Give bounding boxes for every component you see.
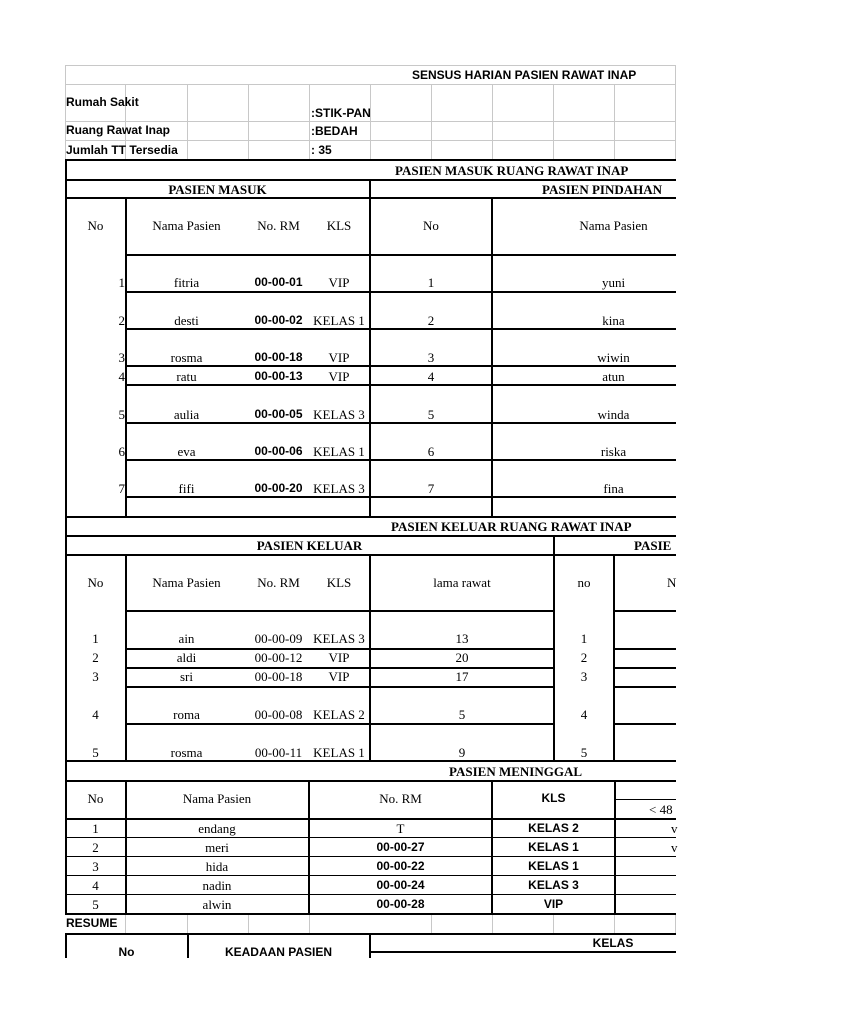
row-kls: VIP bbox=[328, 350, 350, 365]
row-kls: VIP bbox=[328, 369, 350, 384]
resume-kelas-header: KELAS bbox=[592, 936, 634, 950]
resume-no-header: No bbox=[118, 945, 135, 959]
row-no-right: 5 bbox=[580, 745, 588, 760]
row-no: 5 bbox=[92, 745, 99, 760]
row-no-right: 1 bbox=[580, 631, 588, 646]
row-no: 6 bbox=[118, 444, 125, 459]
row-no-pindahan: 2 bbox=[427, 313, 435, 328]
row-nama: desti bbox=[174, 313, 199, 328]
row-rm: T bbox=[396, 821, 405, 836]
row-nama-pindahan: wiwin bbox=[597, 350, 630, 365]
row-nama: rosma bbox=[170, 745, 203, 760]
row-nama-pindahan: kina bbox=[602, 313, 625, 328]
row-nama: roma bbox=[173, 707, 200, 722]
row-rm: 00-00-12 bbox=[254, 650, 303, 665]
row-no: 4 bbox=[118, 369, 125, 384]
row-rm: 00-00-13 bbox=[254, 369, 303, 383]
row-rm: 00-00-06 bbox=[254, 444, 303, 458]
row-nama-pindahan: atun bbox=[602, 369, 625, 384]
beds-value: : 35 bbox=[311, 143, 332, 157]
row-kls: KELAS 3 bbox=[313, 631, 365, 646]
row-nama: endang bbox=[198, 821, 236, 836]
row-lama-rawat: 9 bbox=[458, 745, 466, 760]
row-kls: KELAS 2 bbox=[528, 821, 579, 835]
row-kls: KELAS 3 bbox=[313, 481, 365, 496]
row-rm: 00-00-22 bbox=[376, 859, 425, 873]
col-header-nama: Nama Pasien bbox=[152, 575, 221, 590]
row-no: 2 bbox=[92, 650, 99, 665]
row-nama: nadin bbox=[202, 878, 232, 893]
row-no: 1 bbox=[92, 631, 99, 646]
pasien-masuk-heading: PASIEN MASUK bbox=[168, 182, 267, 197]
row-no: 2 bbox=[92, 840, 99, 855]
row-kls: KELAS 1 bbox=[528, 859, 579, 873]
row-rm: 00-00-01 bbox=[254, 275, 303, 289]
col-header-kls: KLS bbox=[541, 791, 566, 805]
resume-label: RESUME bbox=[66, 916, 118, 930]
col-header-no: No bbox=[87, 791, 104, 806]
resume-keadaan-header: KEADAAN PASIEN bbox=[224, 945, 333, 959]
row-no-pindahan: 7 bbox=[427, 481, 435, 496]
row-kls: KELAS 1 bbox=[528, 840, 579, 854]
pasien-right-heading-partial: PASIE bbox=[634, 538, 672, 553]
row-no: 4 bbox=[92, 707, 99, 722]
col-header-kls: KLS bbox=[326, 218, 352, 233]
row-rm: 00-00-11 bbox=[254, 745, 303, 760]
row-rm: 00-00-18 bbox=[254, 350, 303, 364]
row-rm: 00-00-20 bbox=[254, 481, 303, 495]
row-nama-pindahan: fina bbox=[603, 481, 624, 496]
col-header-no-pindahan: No bbox=[423, 218, 439, 233]
row-lama-rawat: 5 bbox=[458, 707, 466, 722]
row-no-right: 2 bbox=[580, 650, 588, 665]
row-lama-rawat: 17 bbox=[455, 669, 469, 684]
row-nama: alwin bbox=[202, 897, 232, 912]
row-nama: aldi bbox=[176, 650, 197, 665]
ward-value: :BEDAH bbox=[311, 124, 358, 138]
row-nama: hida bbox=[205, 859, 229, 874]
col-header-lama-rawat: lama rawat bbox=[433, 575, 491, 590]
row-rm: 00-00-24 bbox=[376, 878, 425, 892]
ward-label: Ruang Rawat Inap bbox=[66, 123, 171, 137]
col-header-rm: No. RM bbox=[257, 575, 300, 590]
row-rm: 00-00-18 bbox=[254, 669, 303, 684]
row-rm: 00-00-27 bbox=[376, 840, 425, 854]
col-header-right-partial: N bbox=[667, 575, 677, 590]
row-no: 3 bbox=[118, 350, 125, 365]
row-no: 3 bbox=[92, 859, 99, 874]
col-header-nama: Nama Pasien bbox=[182, 791, 252, 806]
row-kls: KELAS 1 bbox=[313, 745, 365, 760]
row-no: 5 bbox=[92, 897, 99, 912]
col-header-rm: No. RM bbox=[257, 218, 300, 233]
row-nama: fifi bbox=[178, 481, 195, 496]
keluar-section-title: PASIEN KELUAR RUANG RAWAT INAP bbox=[391, 519, 632, 534]
row-no: 3 bbox=[92, 669, 99, 684]
row-no: 4 bbox=[92, 878, 99, 893]
row-kls: KELAS 2 bbox=[313, 707, 365, 722]
row-no-pindahan: 6 bbox=[427, 444, 435, 459]
row-nama: ain bbox=[178, 631, 195, 646]
meninggal-section-title: PASIEN MENINGGAL bbox=[449, 764, 583, 779]
row-nama-pindahan: riska bbox=[600, 444, 627, 459]
row-nama: ratu bbox=[176, 369, 197, 384]
row-no-right: 4 bbox=[580, 707, 588, 722]
row-check-mark: v bbox=[671, 821, 678, 836]
row-nama: eva bbox=[177, 444, 196, 459]
row-rm: 00-00-28 bbox=[376, 897, 425, 911]
pasien-pindahan-heading: PASIEN PINDAHAN bbox=[542, 182, 663, 197]
row-lama-rawat: 20 bbox=[455, 650, 469, 665]
col-header-no-right: no bbox=[577, 575, 591, 590]
pasien-keluar-heading: PASIEN KELUAR bbox=[256, 538, 363, 553]
row-nama: fitria bbox=[173, 275, 200, 290]
row-nama-pindahan: winda bbox=[597, 407, 630, 422]
row-kls: VIP bbox=[328, 669, 350, 684]
col-header-rm: No. RM bbox=[379, 791, 422, 806]
col-header-nama: Nama Pasien bbox=[152, 218, 221, 233]
row-kls: KELAS 1 bbox=[313, 444, 365, 459]
hospital-value: :STIK-PAN bbox=[311, 106, 371, 120]
row-nama: aulia bbox=[173, 407, 200, 422]
row-nama: rosma bbox=[170, 350, 203, 365]
col-header-no: No bbox=[87, 218, 104, 233]
row-kls: KELAS 3 bbox=[528, 878, 579, 892]
row-no-pindahan: 1 bbox=[427, 275, 435, 290]
census-title: SENSUS HARIAN PASIEN RAWAT INAP bbox=[412, 68, 637, 82]
row-nama: meri bbox=[205, 840, 229, 855]
row-rm: 00-00-02 bbox=[254, 313, 303, 327]
row-lama-rawat: 13 bbox=[455, 631, 469, 646]
col-header-no: No bbox=[87, 575, 104, 590]
row-no: 5 bbox=[118, 407, 125, 422]
row-kls: KELAS 1 bbox=[313, 313, 365, 328]
row-no: 1 bbox=[92, 821, 99, 836]
col-header-kls: KLS bbox=[326, 575, 352, 590]
row-no: 7 bbox=[118, 481, 125, 496]
beds-label: Jumlah TT Tersedia bbox=[66, 143, 178, 157]
row-nama: sri bbox=[180, 669, 193, 684]
col-header-lt48-partial: < 48 bbox=[649, 802, 673, 817]
col-header-nama-pindahan: Nama Pasien bbox=[579, 218, 648, 233]
row-rm: 00-00-05 bbox=[254, 407, 303, 421]
row-nama-pindahan: yuni bbox=[601, 275, 626, 290]
row-kls: VIP bbox=[328, 650, 350, 665]
row-no: 1 bbox=[118, 275, 125, 290]
row-kls: KELAS 3 bbox=[313, 407, 365, 422]
hospital-label: Rumah Sakit bbox=[66, 95, 139, 109]
row-no-pindahan: 4 bbox=[427, 369, 435, 384]
row-no: 2 bbox=[118, 313, 125, 328]
row-kls: VIP bbox=[543, 897, 564, 911]
row-no-right: 3 bbox=[580, 669, 588, 684]
row-no-pindahan: 5 bbox=[427, 407, 435, 422]
row-rm: 00-00-08 bbox=[254, 707, 303, 722]
masuk-section-title: PASIEN MASUK RUANG RAWAT INAP bbox=[395, 163, 629, 178]
row-rm: 00-00-09 bbox=[254, 631, 303, 646]
row-check-mark: v bbox=[671, 840, 678, 855]
row-kls: VIP bbox=[328, 275, 350, 290]
row-no-pindahan: 3 bbox=[427, 350, 435, 365]
